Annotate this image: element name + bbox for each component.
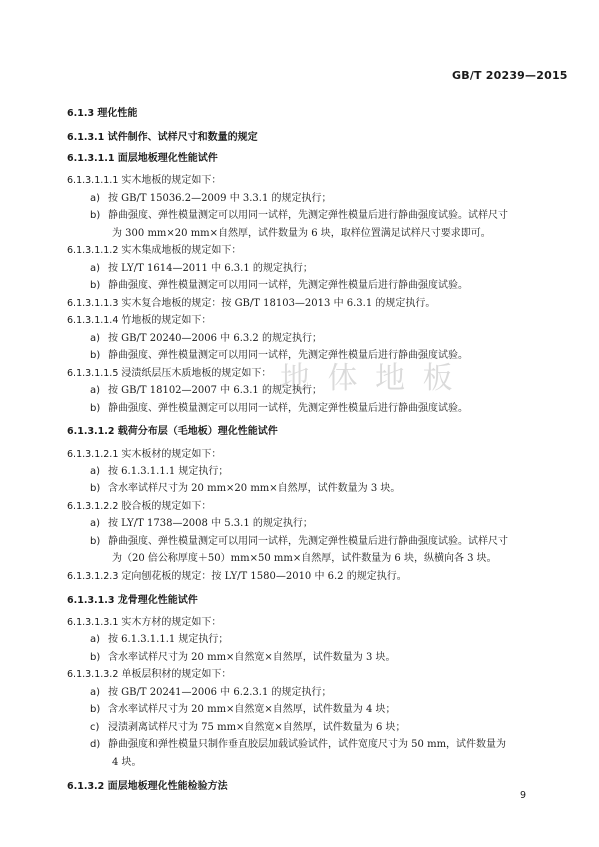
list-marker: b) [90,210,101,222]
clause-line [67,132,258,144]
line-text: 静曲强度、弹性模量测定可以用同一试样，先测定弹性模量后进行静曲强度试验。 [108,280,468,292]
clause-number: 6.1.3.1.3.2 [67,669,122,681]
clause-number: 6.1.3.1.1.1 [67,175,122,187]
line-text: 龙骨理化性能试件 [117,594,198,606]
clause-line [67,669,231,681]
page-number: 9 [520,790,527,801]
clause-line [67,298,435,310]
clause-number: 6.1.3.1.1 [67,153,118,165]
clause-number: 6.1.3.1.2.3 [67,570,122,582]
clause-line [67,501,211,513]
line-text: 按 6.1.3.1.1.1 规定执行； [108,466,229,477]
standard-code-header: GB/T 20239—2015 [452,69,568,82]
list-marker: a) [90,634,101,646]
watermark: 地 体 地 板 [280,361,457,396]
line-text: 定向刨花板的规定：按 LY/T 1580—2010 中 6.2 的规定执行。 [121,570,407,582]
continuation-line [112,228,491,240]
clause-line [67,449,221,461]
line-text: 载荷分布层（毛地板）理化性能试件 [117,426,278,438]
continuation-line [112,553,497,565]
list-marker: a) [90,192,101,204]
line-text: 按 GB/T 20240—2006 中 6.3.2 的规定执行； [108,332,322,344]
line-text: 静曲强度、弹性模量测定可以用同一试样，先测定弹性模量后进行静曲强度试验。 [108,350,468,362]
list-item [90,687,332,699]
list-marker: a) [90,466,101,477]
line-text: 按 GB/T 20241—2006 中 6.2.3.1 的规定执行； [108,686,332,698]
line-text: 实木复合地板的规定：按 GB/T 18103—2013 中 6.3.1 的规定执行。 [121,297,436,309]
clause-number: 6.1.3.1.3 [67,594,118,606]
clause-line [67,426,278,438]
clause-number: 6.1.3.1.1.4 [67,315,122,327]
list-marker: b) [90,402,101,414]
list-item [90,722,406,734]
list-marker: c) [90,721,100,733]
clause-line [67,245,241,257]
list-item [90,193,332,205]
clause-line [67,315,211,327]
list-marker: a) [90,518,101,530]
list-item [90,704,396,716]
clause-line [67,175,221,187]
line-text: 试件制作、试样尺寸和数量的规定 [107,132,258,144]
list-marker: b) [90,350,101,362]
list-item [90,536,508,548]
list-marker: a) [90,332,101,344]
line-text: 静曲强度、弹性模量测定可以用同一试样，先测定弹性模量后进行静曲强度试验。 [108,402,468,414]
clause-line [67,595,198,607]
continuation-line [112,757,142,769]
line-text: 实木集成地板的规定如下： [121,245,242,257]
line-text: 静曲强度和弹性模量只制作垂直胶层加载试验试件，试件宽度尺寸为 50 mm，试件数量为 [108,739,507,751]
list-marker: a) [90,262,101,274]
list-item [90,518,313,530]
clause-number: 6.1.3.1.1.5 [67,367,122,379]
line-text: 按 GB/T 18102—2007 中 6.3.1 的规定执行； [108,385,322,397]
list-item [90,652,396,664]
clause-number: 6.1.3.1.2.1 [67,448,122,460]
line-text: 按 GB/T 15036.2—2009 中 3.3.1 的规定执行； [108,192,332,204]
list-marker: d) [90,739,101,751]
clause-line [67,617,221,629]
clause-number: 6.1.3.1.2.2 [67,500,122,512]
clause-line [67,781,228,793]
list-marker: b) [90,280,101,292]
line-text: 为（20 倍公称厚度＋50）mm×50 mm×自然厚，试件数量为 6 块，纵横向各 3 块。 [112,553,497,565]
clause-number: 6.1.3.1.1.3 [67,297,122,309]
list-marker: b) [90,651,101,663]
line-text: 理化性能 [97,108,138,120]
line-text: 面层地板理化性能试件 [117,153,218,165]
list-item [90,739,506,751]
line-text: 含水率试样尺寸为 20 mm×20 mm×自然厚，试件数量为 3 块。 [108,483,401,495]
list-marker: b) [90,535,101,547]
line-text: 为 300 mm×20 mm×自然厚，试件数量为 6 块，取样位置满足试样尺寸要求即可。 [112,227,491,239]
clause-number: 6.1.3.1.1.2 [67,245,122,257]
line-text: 浸渍剥离试样尺寸为 75 mm×自然宽×自然厚，试件数量为 6 块； [108,721,406,733]
clause-number: 6.1.3.1.2 [67,426,118,438]
list-item [90,466,228,478]
list-item [90,403,468,415]
line-text: 按 LY/T 1738—2008 中 5.3.1 的规定执行； [108,518,313,530]
list-item [90,280,468,292]
line-text: 竹地板的规定如下： [121,315,212,327]
list-item [90,483,400,495]
clause-number: 6.1.3.2 [67,780,108,792]
list-item [90,263,313,275]
clause-number: 6.1.3.1 [67,132,108,144]
list-item [90,350,468,362]
line-text: 静曲强度、弹性模量测定可以用同一试样，先测定弹性模量后进行静曲强度试验。试样尺寸 [108,210,508,222]
list-marker: a) [90,686,101,698]
line-text: 实木方材的规定如下： [121,616,222,628]
line-text: 浸渍纸层压木质地板的规定如下： [121,367,272,379]
list-marker: a) [90,385,101,397]
list-item [90,210,508,222]
clause-number: 6.1.3 [67,108,98,120]
line-text: 实木板材的规定如下： [121,448,222,460]
list-item [90,385,322,397]
clause-line [67,108,137,120]
clause-line [67,368,271,380]
line-text: 含水率试样尺寸为 20 mm×自然宽×自然厚，试件数量为 4 块； [108,704,396,716]
list-marker: b) [90,483,101,495]
list-marker: b) [90,704,101,716]
clause-number: 6.1.3.1.3.1 [67,616,122,628]
line-text: 含水率试样尺寸为 20 mm×自然宽×自然厚，试件数量为 3 块。 [108,651,396,663]
line-text: 静曲强度、弹性模量测定可以用同一试样，先测定弹性模量后进行静曲强度试验。试样尺寸 [108,535,508,547]
line-text: 4 块。 [112,756,142,768]
line-text: 实木地板的规定如下： [121,175,222,187]
line-text: 胶合板的规定如下： [121,500,212,512]
clause-line [67,571,407,583]
list-item [90,634,228,646]
line-text: 按 LY/T 1614—2011 中 6.3.1 的规定执行； [108,262,313,274]
list-item [90,333,322,345]
line-text: 面层地板理化性能检验方法 [107,780,228,792]
line-text: 单板层积材的规定如下： [121,669,232,681]
clause-line [67,153,218,165]
line-text: 按 6.1.3.1.1.1 规定执行； [108,634,229,646]
